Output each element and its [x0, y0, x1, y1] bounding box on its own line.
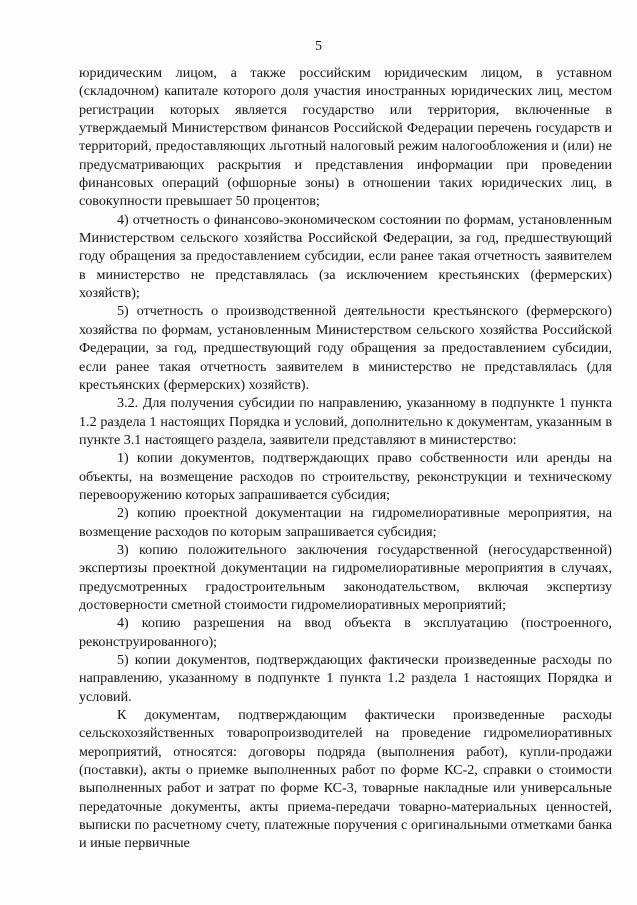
paragraph-subitem-5: 5) копии документов, подтверждающих фактически произведенные расходы по направлению, указанному в подпункте 1 пункта 1.2 раздела 1 настоящих Порядка и условий.: [79, 652, 612, 705]
paragraph-subitem-1: 1) копии документов, подтверждающих право собственности или аренды на объекты, на возмещение расходов по строительству, реконструкции и техническому перевооружению которых запрашивается субсидия;: [79, 450, 612, 503]
paragraph-section-3-2: 3.2. Для получения субсидии по направлению, указанному в подпункте 1 пункта 1.2 раздела 1 настоящих Порядка и условий, дополнительно к документам, указанным в пункте 3.1 настоящего раздела, заявители представляют в министерство:: [79, 395, 612, 448]
paragraph-item-5: 5) отчетность о производственной деятельности крестьянского (фермерского) хозяйства по формам, установленным Министерством сельского хозяйства Российской Федерации, за год, предшествующий году обращения за предоставлением субсидии, если ранее такая отчетность заявителем в министерство не представлялась (для крестьянских (фермерских) хозяйств).: [79, 303, 612, 393]
paragraph-continuation: юридическим лицом, а также российским юридическим лицом, в уставном (складочном) капитале которого доля участия иностранных юридических лиц, местом регистрации которых является государство или территория, включенные в утверждаемый Министерством финансов Российской Федерации перечень государств и территорий, предоставляющих льготный налоговый режим налогообложения и (или) не предусматривающих раскрытия и представления информации при проведении финансовых операций (офшорные зоны) в отношении таких юридических лиц, в совокупности превышает 50 процентов;: [79, 65, 612, 210]
page-number: 5: [315, 39, 322, 54]
paragraph-supporting-documents: К документам, подтверждающим фактически произведенные расходы сельскохозяйственных товаропроизводителей на проведение гидромелиоративных мероприятий, относятся: договоры подряда (выполнения работ), купли-продажи (поставки), акты о приемке выполненных работ по форме КС-2, справки о стоимости выполненных работ и затрат по форме КС-3, товарные накладные или универсальные передаточные документы, акты приема-передачи товарно-материальных ценностей, выписки по расчетному счету, платежные поручения с оригинальными отметками банка и иные первичные: [79, 707, 612, 852]
paragraph-subitem-4: 4) копию разрешения на ввод объекта в эксплуатацию (построенного, реконструированного);: [79, 615, 612, 650]
paragraph-subitem-2: 2) копию проектной документации на гидромелиоративные мероприятия, на возмещение расходов по которым запрашивается субсидия;: [79, 505, 612, 540]
paragraph-subitem-3: 3) копию положительного заключения государственной (негосударственной) экспертизы проектной документации на гидромелиоративные мероприятия в случаях, предусмотренных градостроительным законодательством, включая экспертизу достоверности сметной стоимости гидромелиоративных мероприятий;: [79, 541, 612, 613]
paragraph-item-4: 4) отчетность о финансово-экономическом состоянии по формам, установленным Министерством сельского хозяйства Российской Федерации, за год, предшествующий году обращения за предоставлением субсидии, если ранее такая отчетность заявителем в министерство не представлялась (за исключением крестьянских (фермерских) хозяйств);: [79, 211, 612, 302]
document-body: [79, 64, 612, 853]
